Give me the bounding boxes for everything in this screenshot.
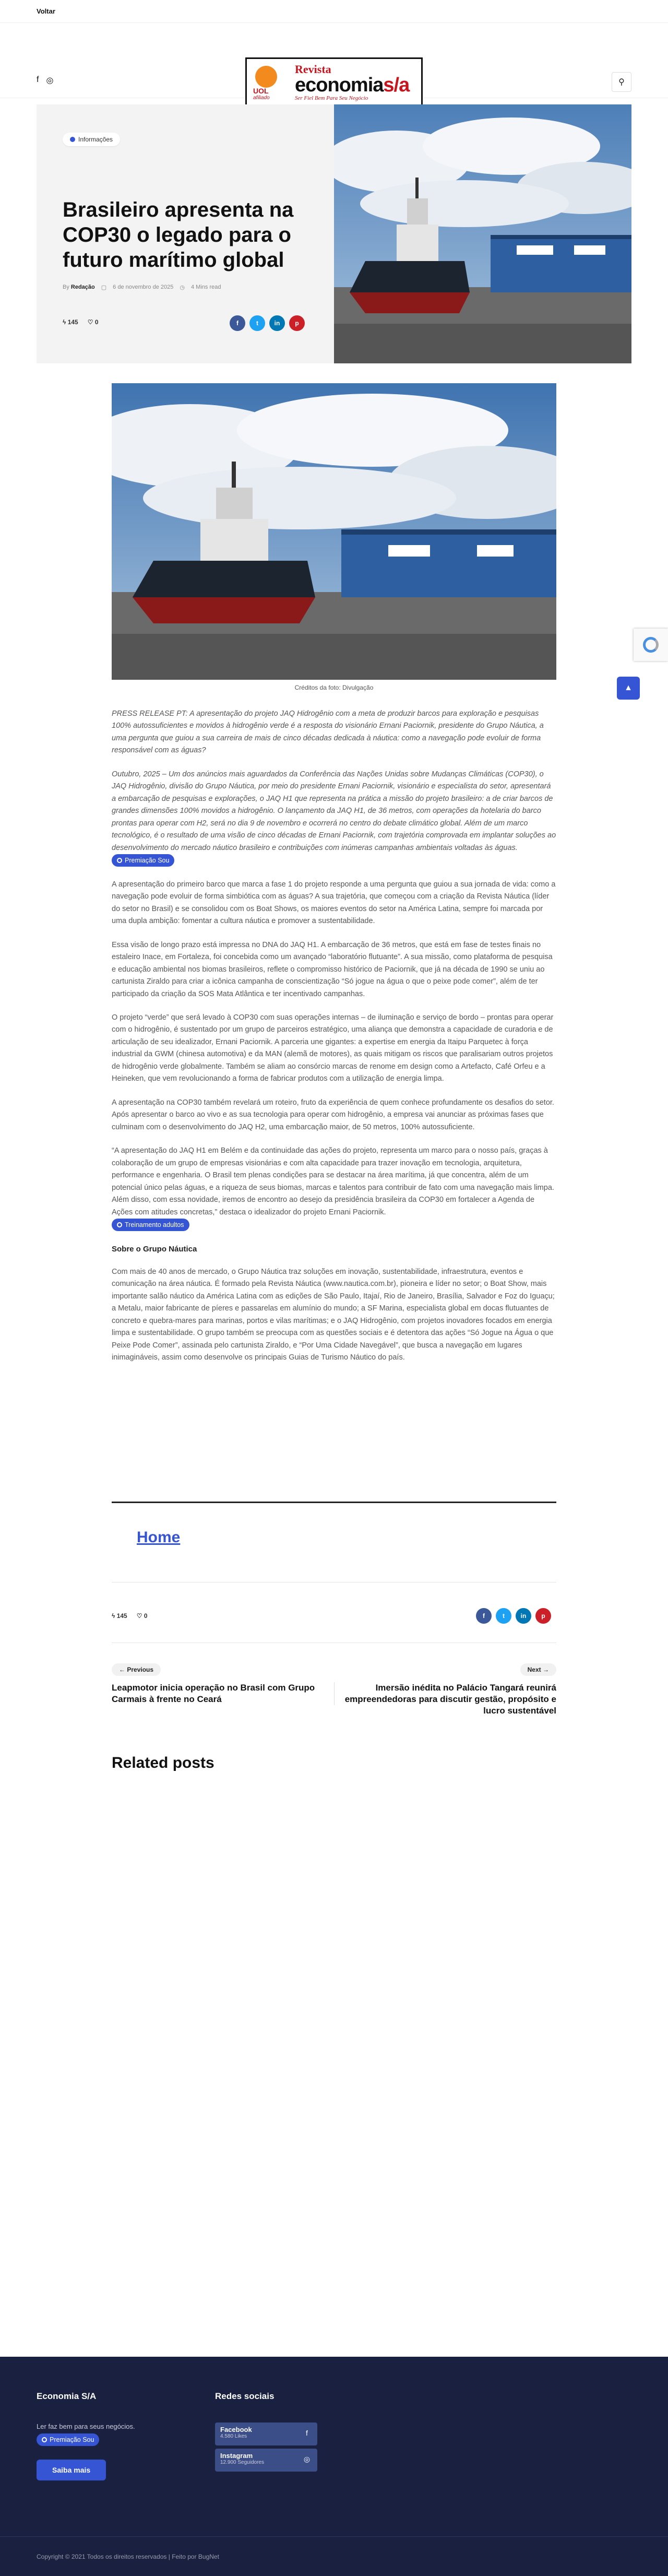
previous-button[interactable]: ← Previous <box>112 1663 161 1676</box>
heart-icon: ♡ <box>87 318 93 326</box>
saiba-mais-button[interactable]: Saiba mais <box>37 2460 106 2480</box>
like-button[interactable]: ♡ 0 <box>136 1612 148 1620</box>
like-button[interactable]: ♡ 0 <box>87 318 99 326</box>
share-twitter-icon[interactable]: t <box>249 315 265 331</box>
footer-title: Economia S/A <box>37 2391 97 2401</box>
topbar <box>0 0 668 23</box>
next-button[interactable]: Next → <box>520 1663 556 1676</box>
search-button[interactable] <box>612 72 631 92</box>
previous-post-link[interactable]: Leapmotor inicia operação no Brasil com Grupo Carmais à frente no Ceará <box>112 1683 315 1705</box>
article-lead: PRESS RELEASE PT: A apresentação do projeto JAQ Hidrogênio com a meta de produzir barcos para exploração e pesquisas 100% autossuficientes e movidos à hidrogênio verde é a resposta do visionário Ernani Paciornik, presidente do Grupo Náutica, a uma pergunta que guiou a sua carreira de mais de cinco décadas dedicada à náutica: como a navegação pode evoluir de forma responsável com as águas? <box>112 710 544 755</box>
author-link[interactable]: Redação <box>70 284 95 290</box>
tag-premiacao-sou[interactable]: Premiação Sou <box>112 854 174 867</box>
footer-title: Redes sociais <box>215 2391 275 2401</box>
calendar-icon: ▢ <box>101 285 107 291</box>
heart-icon: ♡ <box>136 1612 142 1620</box>
next-post-link[interactable]: Imersão inédita no Palácio Tangará reunirá empreendedoras para discutir gestão, propósito e lucro sustentável <box>344 1683 556 1716</box>
article-body <box>112 708 556 1376</box>
post-stats <box>63 318 99 326</box>
uol-badge: UOL afiliado <box>252 64 290 101</box>
recaptcha-icon <box>643 637 659 653</box>
tag-icon <box>117 858 122 863</box>
category-pill[interactable]: Informações <box>63 133 120 146</box>
article-subheading: Sobre o Grupo Náutica <box>112 1244 197 1254</box>
footer-social <box>215 2391 351 2475</box>
page-title: Brasileiro apresenta na COP30 o legado para o futuro marítimo global <box>63 198 294 271</box>
footer-description: Ler faz bem para seus negócios. <box>37 2423 135 2430</box>
divider <box>0 2536 668 2537</box>
share-buttons-bottom <box>476 1608 551 1624</box>
view-count: 145 <box>116 1612 127 1620</box>
instagram-icon: ◎ <box>303 2455 311 2463</box>
arrow-left-icon: ← <box>119 1666 125 1673</box>
share-linkedin-icon[interactable]: in <box>269 315 285 331</box>
share-facebook-icon[interactable]: f <box>230 315 245 331</box>
post-date: 6 de novembro de 2025 <box>113 284 174 290</box>
category-dot-icon <box>70 137 75 142</box>
share-twitter-icon[interactable]: t <box>496 1608 511 1624</box>
logo-text: Revista economias/a Ser Fiel Bem Para Seu Negócio <box>295 63 410 101</box>
post-stats-bottom <box>112 1612 148 1620</box>
article-paragraph: A apresentação na COP30 também revelará um roteiro, fruto da experiência de quem conhece profundamente os desafios do setor. Após apresentar o barco ao vivo e as sua tecnologia para operar com hidrogênio, a empresa vai anunciar as próximas fases que culminam com o desenvolvimento do JAQ H2, uma embarcação maior, de 50 metros, 100% autossuficiente. <box>112 1098 554 1131</box>
instagram-icon[interactable]: ◎ <box>46 76 54 85</box>
tag-icon <box>117 1222 122 1227</box>
home-link[interactable]: Home <box>137 1529 181 1546</box>
tag-treinamento-adultos[interactable]: Treinamento adultos <box>112 1219 189 1231</box>
arrow-right-icon: → <box>543 1666 549 1673</box>
footer-tag-premiacao-sou[interactable]: Premiação Sou <box>37 2433 99 2446</box>
article-paragraph: Outubro, 2025 – Um dos anúncios mais aguardados da Conferência das Nações Unidas sobre Mudanças Climáticas (COP30), o JAQ Hidrogênio, divisão do Grupo Náutica, por meio do presidente Ernani Paciornik, visionário e especialista do setor, apresentará a embarcação de pesquisas e explorações, o JAQ H1 que representa na prática a missão do projeto brasileiro: a de criar barcos de grandes dimensões 100% movidos a hidrogênio. O lançamento da JAQ H1, de 36 metros, com operações da hotelaria do barco prontas para operar com H2, será no dia 9 de novembro e ocorrerá no centro do debate climático global. Além de um marco tecnológico, é o resultado de uma visão de cinco décadas de Ernani Paciornik, com trajetória comprovada em implantar soluções ao desenvolvimento do mercado náutico brasileiro e contribuições com inúmeras campanhas ambientais voltadas às águas. Premiação Sou <box>112 769 556 867</box>
featured-image <box>112 383 556 680</box>
image-caption: Créditos da foto: Divulgação <box>294 684 374 691</box>
share-pinterest-icon[interactable]: p <box>535 1608 551 1624</box>
share-pinterest-icon[interactable]: p <box>289 315 305 331</box>
related-posts-title: Related posts <box>112 1754 214 1771</box>
hero-image <box>334 104 631 363</box>
read-time: 4 Mins read <box>190 284 221 290</box>
footer-facebook-card[interactable]: Facebook 4.580 Likes f <box>215 2423 317 2445</box>
recaptcha-badge[interactable] <box>634 629 668 661</box>
site-header <box>0 23 668 101</box>
share-facebook-icon[interactable]: f <box>476 1608 492 1624</box>
share-linkedin-icon[interactable]: in <box>516 1608 531 1624</box>
back-to-top-button[interactable] <box>617 677 640 700</box>
divider <box>334 1682 335 1705</box>
header-social <box>37 75 53 86</box>
clock-icon: ◷ <box>180 285 185 291</box>
copyright: Copyright © 2021 Todos os direitos reservados | Feito por BugNet <box>37 2553 219 2560</box>
site-footer <box>0 2357 668 2576</box>
article-paragraph: O projeto “verde” que será levado à COP30 com suas operações internas – de iluminação e serviço de bordo – prontas para operar com o hidrogênio, é sustentado por um grupo de parceiros estratégico, uma aliança que demonstra a capacidade de curadoria e de articulação de seu idealizador, Ernani Paciornik. A parceria une gigantes: a expertise em energia da Itaipu Parquetec à força industrial da GWM (chinesa automotiva) e da MAN (alemã de motores), as quais mitigam os riscos que paralisariam outros projetos de hidrogênio verde globalmente. Também se aliam ao consórcio marcas de renome em design como a Artefacto, Café Orfeu e a Heineken, que vem revolucionando a forma de fabricar produtos com a utilização de energia limpa. <box>112 1013 554 1083</box>
facebook-icon[interactable]: f <box>37 75 39 84</box>
footer-instagram-card[interactable]: Instagram 12.900 Seguidores ◎ <box>215 2449 317 2472</box>
search-icon: ⚲ <box>618 78 625 87</box>
arrow-up-icon: ▲ <box>624 683 633 692</box>
facebook-icon: f <box>306 2429 308 2437</box>
hero <box>37 104 631 363</box>
footer-about <box>37 2391 193 2480</box>
article-paragraph: Essa visão de longo prazo está impressa no DNA do JAQ H1. A embarcação de 36 metros, que está em fase de testes finais no estaleiro Inace, em Fortaleza, foi concebida como um avançado “laboratório flutuante”. A sua missão, como plataforma de pesquisa e educação ambiental nos biomas brasileiros, reflete o compromisso histórico de Paciornik, que já na década de 1990 se uniu ao cartunista Ziraldo para criar a icônica campanha de conscientização “Só jogue na água o que o peixe pode comer”, além de ter participado da criação da SOS Mata Atlântica e ter incentivado campanhas. <box>112 940 553 998</box>
site-logo[interactable] <box>245 57 423 108</box>
tag-icon <box>42 2437 47 2442</box>
article-paragraph: A apresentação do primeiro barco que marca a fase 1 do projeto responde a uma pergunta que guiou a sua jornada de vida: como a navegação pode evoluir de forma simbiótica com as águas? A sua trajetória, que começou com a criação da Revista Náutica (líder do setor no Brasil) e se consolidou com os Boat Shows, os maiores eventos do setor na América Latina, sempre foi marcada por uma dupla ambição: fomentar a cultura náutica e promover a sustentabilidade. <box>112 880 556 926</box>
article-paragraph: Com mais de 40 anos de mercado, o Grupo Náutica traz soluções em inovação, sustentabilidade, infraestrutura, eventos e comunicação na área náutica. É formado pela Revista Náutica (www.nautica.com.br), pioneira e líder no setor; o Boat Show, mais importante salão náutico da América Latina com as edições de São Paulo, Itajaí, Rio de Janeiro, Brasília, Salvador e Foz do Iguaçu; a Metalu, maior fabricante de píeres e passarelas em alumínio do mundo; a SF Marina, especialista global em docas flutuantes de concreto e quebra-mares para marinas, portos e vilas marítimas; e o JAQ Hidrogênio, com projetos inovadores focados em energia limpa e sustentabilidade. O grupo também se preocupa com as questões sociais e é detentora das ações “Só Jogue na Água o que Peixe Pode Comer”, assinada pelo cartunista Ziraldo, e “Por Uma Cidade Navegável”, que busca a navegação em lugares inimagináveis, assim como desenvolve os principais Guias de Turismo Náutico do país. <box>112 1267 555 1362</box>
share-buttons <box>230 315 305 331</box>
view-count: 145 <box>67 318 78 326</box>
article-paragraph: “A apresentação do JAQ H1 em Belém e da continuidade das ações do projeto, representa um marco para o nosso país, graças à colaboração de um grupo de empresas visionárias e com alta capacidade para trazer inovação em tecnologia, arquitetura, performance e engenharia. O Brasil tem plenas condições para se destacar na área marítima, já que concentra, além de um potencial único pelas águas, e a riqueza de seus biomas, marcas e talentos para contribuir de fato com uma navegação mais limpa. Além disso, com essa novidade, iremos de encontro ao desejo da presidência brasileira da COP30 em fortalecer a Agenda de Ações com atitudes concretas,” destaca o idealizador do projeto Ernani Paciornik. Treinamento adultos <box>112 1145 556 1231</box>
divider <box>112 1502 556 1503</box>
flash-icon: ϟ <box>63 318 66 326</box>
back-link[interactable]: Voltar <box>37 7 55 15</box>
flash-icon: ϟ <box>112 1612 115 1620</box>
post-meta: By Redação ▢ 6 de novembro de 2025 ◷ 4 Mins read <box>63 284 221 291</box>
